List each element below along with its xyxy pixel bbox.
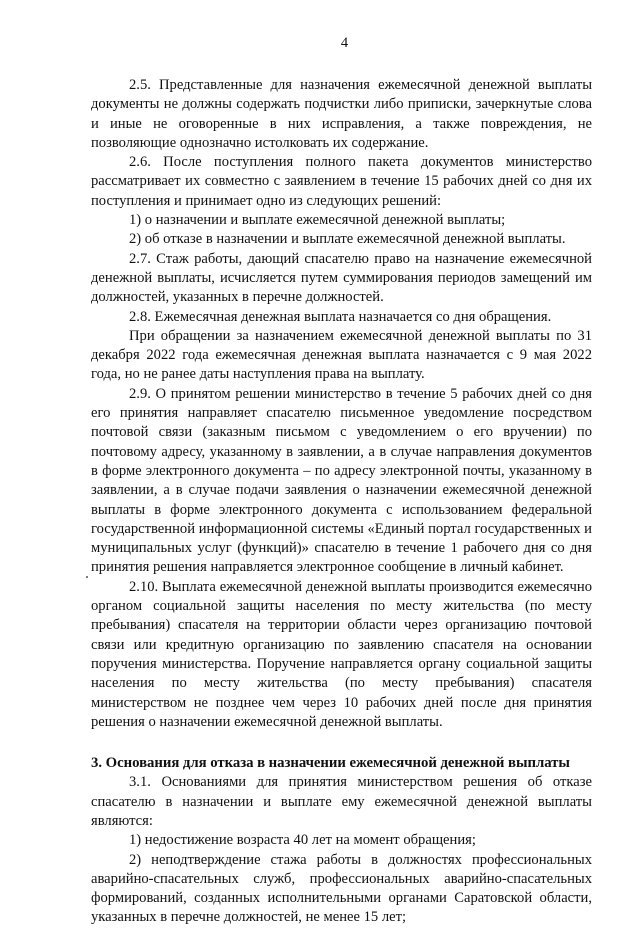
section-3-heading: 3. Основания для отказа в назначении ежемесячной денежной выплаты (91, 755, 570, 772)
paragraph-2-6-item-2: 2) об отказе в назначении и выплате ежемесячной денежной выплаты. (129, 231, 566, 248)
page-number: 4 (340, 35, 349, 51)
paragraph-2-8: 2.8. Ежемесячная денежная выплата назначается со дня обращения. (129, 308, 552, 325)
paragraph-2-10: 2.10. Выплата ежемесячной денежной выплаты производится ежемесячно органом социальной защиты населения по месту жительства (по месту пребывания) спасателя на территории области через организацию почтовой связи или кредитную организацию по заявлению спасателя на основании поручения министерства. Поручение направляется органу социальной защиты населения по месту жительства (по месту пребывания) спасателя министерством не позднее чем через 10 рабочих дней после дня принятия решения о назначении ежемесячной денежной выплаты. (91, 578, 592, 730)
paragraph-2-9: 2.9. О принятом решении министерство в течение 5 рабочих дней со дня его принятия направляет спасателю письменное уведомление посредством почтовой связи (заказным письмом с уведомлением о его вручении) по почтовому адресу, указанному в заявлении, а в случае направления документов в форме электронного документа – по адресу электронной почты, указанному в заявлении, а в случае подачи заявления о назначении ежемесячной денежной выплаты в форме электронного документа с использованием федеральной государственной информационной системы «Единый портал государственных и муниципальных услуг (функций)» спасателю в течение 1 рабочего дня со дня принятия решения направляется электронное сообщение в личный кабинет. (91, 385, 592, 576)
document-body (91, 76, 592, 928)
scan-artifact-dot (86, 576, 88, 578)
paragraph-2-6: 2.6. После поступления полного пакета документов министерство рассматривает их совместно с заявлением в течение 15 рабочих дней со дня их поступления и принимает одно из следующих решений: (91, 154, 592, 209)
paragraph-2-7: 2.7. Стаж работы, дающий спасателю право на назначение ежемесячной денежной выплаты, исчисляется путем суммирования периодов замещений им должностей, указанных в перечне должностей. (91, 250, 592, 306)
paragraph-2-6-item-1: 1) о назначении и выплате ежемесячной денежной выплаты; (129, 212, 506, 229)
paragraph-2-5: 2.5. Представленные для назначения ежемесячной денежной выплаты документы не должны содержать подчистки либо приписки, зачеркнутые слова и иные не оговоренные в них исправления, а также повреждения, не позволяющие однозначно истолковать их содержание. (91, 77, 592, 151)
paragraph-3-1-item-2: 2) неподтверждение стажа работы в должностях профессиональных аварийно-спасательных служб, профессиональных аварийно-спасательных формирований, созданных исполнительными органами Саратовской области, указанных в перечне должностей, не менее 15 лет; (91, 851, 592, 926)
paragraph-3-1: 3.1. Основаниями для принятия министерством решения об отказе спасателю в назначении и выплате ему ежемесячной денежной выплаты являются: (91, 774, 592, 829)
paragraph-3-1-item-1: 1) недостижение возраста 40 лет на момент обращения; (129, 832, 476, 849)
paragraph-2-8-continuation: При обращении за назначением ежемесячной денежной выплаты по 31 декабря 2022 года ежемесячная денежная выплата назначается с 9 мая 2022 года, но не ранее даты наступления права на выплату. (91, 327, 592, 383)
